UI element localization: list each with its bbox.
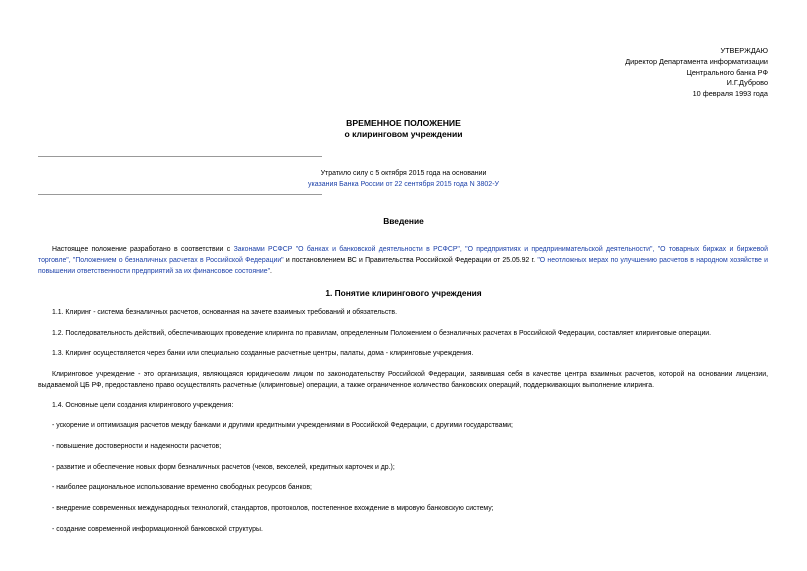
intro-text-start: Настоящее положение разработано в соответствии с	[52, 246, 234, 253]
intro-heading: Введение	[383, 216, 424, 226]
decree-link[interactable]: "О неотложных мерах по улучшению расчетов в народном хозяйстве и повышении ответственности предприятий за их финансовое состояние"	[38, 257, 768, 275]
paragraph-1-3: 1.3. Клиринг осуществляется через банки или специально созданные расчетные центры, палаты, дома - клиринговые учреждения.	[52, 350, 474, 357]
approver-position: Директор Департамента информатизации	[625, 56, 768, 66]
divider-bottom	[38, 194, 322, 195]
approval-heading: УТВЕРЖДАЮ	[720, 46, 768, 55]
title-line-2: о клиринговом учреждении	[344, 129, 463, 139]
title-line-1: ВРЕМЕННОЕ ПОЛОЖЕНИЕ	[346, 118, 461, 128]
approver-organization: Центрального банка РФ	[686, 67, 768, 77]
goal-item: - повышение достоверности и надежности расчетов;	[52, 443, 222, 450]
goal-item: - наиболее рациональное использование временно свободных ресурсов банков;	[52, 484, 312, 491]
document-title	[0, 118, 807, 140]
intro-text-mid: и постановлением ВС и Правительства Российской Федерации от 25.05.92 г.	[283, 257, 538, 264]
goal-item: - ускорение и оптимизация расчетов между банками и другими кредитными учреждениями в Российской Федерации, с другими государствами;	[52, 422, 513, 429]
approval-block	[625, 46, 768, 100]
intro-text-end: .	[270, 268, 272, 275]
approver-name: И.Г.Дуброво	[726, 78, 768, 88]
intro-paragraph	[38, 244, 768, 277]
status-note	[0, 168, 807, 191]
status-text: Утратило силу с 5 октября 2015 года на основании	[320, 170, 487, 177]
paragraph-1-1: 1.1. Клиринг - система безналичных расчетов, основанная на зачете взаимных требований и обязательств.	[52, 309, 397, 316]
paragraph-1-2: 1.2. Последовательность действий, обеспечивающих проведение клиринга по правилам, определенным Положением о безналичных расчетах в Российской Федерации, составляет клиринговые операции.	[52, 330, 712, 337]
paragraph-1-4: 1.4. Основные цели создания клирингового учреждения:	[52, 402, 234, 409]
divider-top	[38, 156, 322, 157]
goal-item: - развитие и обеспечение новых форм безналичных расчетов (чеков, векселей, кредитных карточек и др.);	[52, 464, 395, 471]
status-link[interactable]: указания Банка России от 22 сентября 2015 года N 3802-У	[308, 181, 499, 189]
laws-link[interactable]: Законами РСФСР "О банках и банковской деятельности в РСФСР", "О предприятиях и предпринимательской деятельности", "О товарных биржах и биржевой торговле", "Положением о безналичных расчетах в Российской Федерации"	[38, 246, 768, 264]
goal-item: - внедрение современных международных технологий, стандартов, протоколов, постепенное вхождение в мировую банковскую систему;	[52, 505, 494, 512]
approval-date: 10 февраля 1993 года	[692, 89, 768, 99]
goal-item: - создание современной информационной банковской структуры.	[52, 526, 263, 533]
paragraph-definition: Клиринговое учреждение - это организация, являющаяся юридическим лицом по законодательству Российской Федерации, заявившая себя в качестве центра взаимных расчетов, которой на основании лицензии, выдаваемой ЦБ РФ, предоставлено право осуществлять расчетные (клиринговые) операции, а также ограниченное количество банковских операций, поддерживающих выполнение клиринга.	[38, 371, 768, 389]
section1-heading: 1. Понятие клирингового учреждения	[325, 288, 482, 298]
